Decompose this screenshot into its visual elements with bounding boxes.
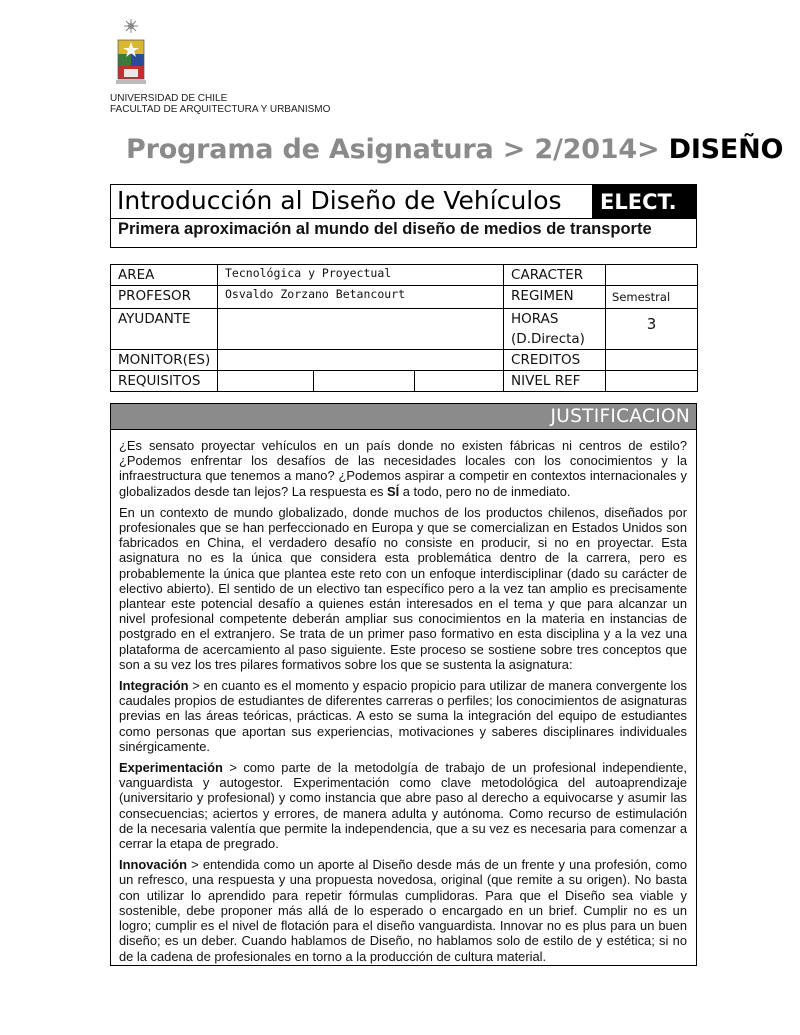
nivel-value xyxy=(606,371,698,392)
course-header xyxy=(110,184,697,248)
course-subtitle: Primera aproximación al mundo del diseño de medios de transporte xyxy=(118,220,652,238)
course-info-table xyxy=(110,264,698,392)
creditos-label: CREDITOS xyxy=(504,350,606,371)
horas-label-line-1: HORAS xyxy=(511,311,559,327)
monitor-value xyxy=(218,350,504,371)
horas-value: 3 xyxy=(606,309,698,350)
justificacion-paragraph-4 xyxy=(119,760,687,851)
ayudante-label: AYUDANTE xyxy=(111,309,218,350)
program-prefix: Programa de Asignatura > 2/2014> xyxy=(126,134,660,165)
requisitos-value-3 xyxy=(415,371,504,392)
info-row-profesor xyxy=(111,286,698,309)
caracter-label: CARACTER xyxy=(504,265,606,286)
requisitos-label: REQUISITOS xyxy=(111,371,218,392)
p1-text-a: ¿Es sensato proyectar vehículos en un país donde no existen fábricas ni centros de estilo? ¿Podemos enfrentar los desafíos de las necesidades locales con los conocimientos y la infraestructura que tenemos a mano? ¿Podemos aspirar a competir en contextos internacionales y globalizados desde tan lejos? La respuesta es xyxy=(119,438,687,499)
p4-text: > como parte de la metodolgía de trabajo de un profesional independiente, vanguardista y autogestor. Experimentación como clave metodológica del autoaprendizaje (universitario y profesional) y como instancia que abre paso al derecho a equivocarse y asumir las consecuencias; aciertos y errores, de manera adulta y autónoma. Como recurso de estimulación de la necesaria valentía que permite la independencia, que a su vez es necesaria para comenzar a cerrar la etapa de pregrado. xyxy=(119,760,687,852)
area-value: Tecnológica y Proyectual xyxy=(218,265,504,286)
nivel-label: NIVEL REF xyxy=(504,371,606,392)
justificacion-title: JUSTIFICACION xyxy=(111,404,696,430)
profesor-label: PROFESOR xyxy=(111,286,218,309)
justificacion-paragraph-2: En un contexto de mundo globalizado, donde muchos de los productos chilenos, diseñados por profesionales que se han perfeccionado en Europa y que se comercializan en Estados Unidos son fabricados en China, el verdadero desafío no consiste en producir, si no en proyectar. Esta asignatura no es la única que considera esta problemática dentro de la carrera, pero es probablemente la única que plantea este reto con un enfoque interdisciplinar (dado su carácter de electivo abierto). El sentido de un electivo tan específico pero a la vez tan amplio es precisamente plantear este potencial desafío a quienes están interesados en el tema y que para alcanzar un nivel profesional competente deberán ampliar sus conocimientos en la materia en instancias de postgrado en el extranjero. Se trata de un primer paso formativo en esta disciplina y a la vez una plataforma de acercamiento al paso siguiente. Este proceso se sostiene sobre tres conceptos que son a su vez los tres pilares formativos sobre los que se sustenta la asignatura: xyxy=(119,504,687,672)
requisitos-value-2 xyxy=(314,371,415,392)
institution-line-2: FACULTAD DE ARQUITECTURA Y URBANISMO xyxy=(110,104,331,115)
regimen-label: REGIMEN xyxy=(504,286,606,309)
profesor-value: Osvaldo Zorzano Betancourt xyxy=(218,286,504,309)
program-area: DISEÑO xyxy=(668,134,784,165)
horas-label xyxy=(504,309,606,350)
justificacion-paragraph-5 xyxy=(119,857,687,963)
justificacion-section xyxy=(110,403,697,966)
justificacion-paragraph-3 xyxy=(119,678,687,754)
p3-text: > en cuanto es el momento y espacio propicio para utilizar de manera convergente los caudales propios de estudiantes de diferentes carreras o perfiles; los conocimientos de asignaturas previas en las áreas teóricas, prácticas. A esto se suma la integración del equipo de estudiantes como personas que aportan sus experiencias, motivaciones y saberes disciplinares individuales sinérgicamente. xyxy=(119,678,687,754)
p1-text-b: a todo, pero no de inmediato. xyxy=(399,483,571,499)
regimen-value: Semestral xyxy=(606,286,698,309)
requisitos-value-1 xyxy=(218,371,314,392)
caracter-value xyxy=(606,265,698,286)
justificacion-body xyxy=(111,430,696,964)
ayudante-value xyxy=(218,309,504,350)
justificacion-paragraph-1 xyxy=(119,438,687,499)
horas-label-line-2: (D.Directa) xyxy=(511,331,585,347)
course-divider xyxy=(111,218,696,219)
university-logo-icon xyxy=(110,16,152,92)
area-label: AREA xyxy=(111,265,218,286)
p4-label: Experimentación xyxy=(119,760,223,776)
course-name: Introducción al Diseño de Vehículos xyxy=(117,186,562,215)
info-row-area xyxy=(111,265,698,286)
p1-bold: SÍ xyxy=(387,483,400,499)
institution-name xyxy=(110,93,330,115)
info-row-monitor xyxy=(111,350,698,371)
program-title xyxy=(126,134,783,165)
p5-text: > entendida como un aporte al Diseño desde más de un frente y una profesión, como un refresco, una respuesta y una propuesta novedosa, original (que remite a su origen). No basta con utilizar lo aprendido para repetir fórmulas cumplidoras. Para que el Diseño sea viable y sostenible, debe proponer más allá de lo esperado o encargado en un brief. Cumplir no es un logro; cumplir es el nivel de flotación para el diseño vanguardista. Innovar no es plus para un buen diseño; es un deber. Cuando hablamos de Diseño, no hablamos solo de estilo de y estética; si no de la cadena de profesionales en torno a la producción de cultura material. xyxy=(119,857,687,964)
info-row-ayudante xyxy=(111,309,698,350)
p5-label: Innovación xyxy=(119,857,188,873)
creditos-value xyxy=(606,350,698,371)
institution-line-1: UNIVERSIDAD DE CHILE xyxy=(110,93,228,104)
p3-label: Integración xyxy=(119,678,189,694)
monitor-label: MONITOR(ES) xyxy=(111,350,218,371)
elective-badge: ELECT. xyxy=(592,185,696,218)
info-row-requisitos xyxy=(111,371,698,392)
